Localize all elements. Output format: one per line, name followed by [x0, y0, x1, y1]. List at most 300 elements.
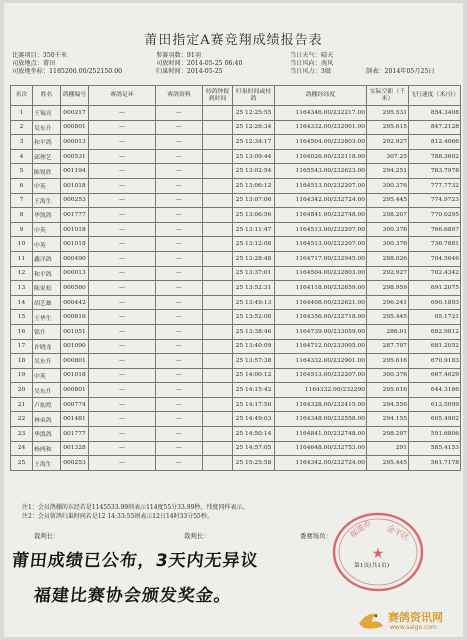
- table-cell: [203, 178, 233, 193]
- table-row: [11, 339, 461, 354]
- table-row: [11, 251, 461, 266]
- table-cell: 295.445: [367, 193, 409, 208]
- table-row: [11, 266, 461, 281]
- table-cell: 294.251: [367, 164, 409, 179]
- table-cell: [203, 266, 233, 281]
- table-cell: 8: [11, 208, 33, 223]
- table-cell: 和平鸽: [33, 135, 61, 150]
- table-cell: 20: [11, 383, 33, 398]
- table-cell: 25 14:15:42: [233, 383, 275, 398]
- table-row: [11, 164, 461, 179]
- table-cell: [203, 397, 233, 412]
- table-cell: 001194: [61, 164, 89, 179]
- table-cell: 24: [11, 441, 33, 456]
- table-cell: —: [89, 251, 156, 266]
- table-cell: 292.927: [367, 135, 409, 150]
- table-cell: —: [156, 106, 203, 121]
- table-cell: 25 13:11:47: [233, 222, 275, 237]
- table-cell: 许晓龙: [33, 339, 61, 354]
- table-cell: —: [156, 295, 203, 310]
- column-header: 归巢时间或持鸽: [233, 86, 275, 106]
- wind-direction: 当日风向：南风: [290, 60, 334, 67]
- table-cell: [203, 295, 233, 310]
- table-cell: 华凯鸽: [33, 427, 61, 442]
- table-cell: 298.959: [367, 281, 409, 296]
- table-cell: —: [156, 456, 203, 471]
- table-body: [11, 106, 461, 471]
- table-cell: 25 14:00:12: [233, 368, 275, 383]
- table-cell: —: [89, 281, 156, 296]
- table-cell: [203, 368, 233, 383]
- pigeon-logo-icon: [356, 606, 386, 634]
- table-cell: 陈锐欣: [33, 164, 61, 179]
- table-cell: 783.7978: [409, 164, 461, 179]
- table-cell: 1164346.00/232217.00: [275, 106, 367, 121]
- table-cell: 1164513.00/232207.00: [275, 178, 367, 193]
- table-cell: [203, 251, 233, 266]
- table-cell: 854.3408: [409, 106, 461, 121]
- table-row: [11, 149, 461, 164]
- table-cell: [203, 149, 233, 164]
- table-cell: 847.2128: [409, 120, 461, 135]
- table-cell: —: [156, 208, 203, 223]
- table-cell: 1164648.00/232753.00: [275, 441, 367, 456]
- table-cell: 612.5099: [409, 397, 461, 412]
- table-cell: 25 13:40:09: [233, 339, 275, 354]
- table-cell: 670.9183: [409, 354, 461, 369]
- table-cell: 25 14:17:50: [233, 397, 275, 412]
- table-cell: 000816: [61, 310, 89, 325]
- note-2: 注2：会员留鸽归巢时间若是12 14:33:55则表示12日14时33分55秒。: [22, 512, 213, 520]
- table-cell: 1164717.00/232945.00: [275, 251, 367, 266]
- table-cell: 681.2052: [409, 339, 461, 354]
- table-cell: —: [156, 427, 203, 442]
- svg-text:金平区: 金平区: [385, 523, 411, 542]
- table-cell: —: [89, 427, 156, 442]
- table-cell: [203, 441, 233, 456]
- table-cell: 001777: [61, 427, 89, 442]
- table-row: [11, 135, 461, 150]
- table-cell: 邱理艺: [33, 149, 61, 164]
- table-cell: 3: [11, 135, 33, 150]
- table-cell: 777.7732: [409, 178, 461, 193]
- table-row: [11, 193, 461, 208]
- table-cell: —: [89, 164, 156, 179]
- table-cell: 25 13:06:56: [233, 208, 275, 223]
- meta-right: [290, 52, 333, 76]
- table-cell: 11: [11, 251, 33, 266]
- table-cell: —: [156, 339, 203, 354]
- table-cell: —: [89, 368, 156, 383]
- table-cell: 295.445: [367, 456, 409, 471]
- column-header: 名次: [11, 86, 33, 106]
- table-cell: 25 13:02:54: [233, 164, 275, 179]
- table-cell: 001018: [61, 222, 89, 237]
- page-number: 第1页(共1页): [354, 563, 390, 569]
- meta-mid: [156, 52, 242, 76]
- table-cell: 691.2075: [409, 281, 461, 296]
- judge2-label: 裁判长：: [184, 532, 210, 540]
- table-cell: 000531: [61, 149, 89, 164]
- table-cell: 陈家松: [33, 281, 61, 296]
- table-cell: —: [156, 149, 203, 164]
- table-cell: —: [89, 266, 156, 281]
- weather: 当日天气：晴天: [290, 52, 334, 59]
- table-header-row: [11, 86, 461, 106]
- table-cell: [203, 120, 233, 135]
- table-cell: [203, 339, 233, 354]
- table-cell: —: [156, 251, 203, 266]
- wind-force: 当日风力：3级: [290, 68, 332, 75]
- column-header: 鸽棚编号: [61, 86, 89, 106]
- table-row: [11, 383, 461, 398]
- table-cell: 1164841.00/232748.00: [275, 208, 367, 223]
- table-cell: 001328: [61, 441, 89, 456]
- table-cell: 1164513.00/232207.00: [275, 368, 367, 383]
- table-row: [11, 281, 461, 296]
- table-cell: [203, 310, 233, 325]
- table-cell: 000013: [61, 266, 89, 281]
- table-cell: 25: [11, 456, 33, 471]
- table-row: [11, 412, 461, 427]
- table-cell: 25 13:09:44: [233, 149, 275, 164]
- table-cell: 605.4902: [409, 412, 461, 427]
- table-cell: 307.25: [367, 149, 409, 164]
- table-cell: 788.3602: [409, 149, 461, 164]
- table-cell: 1164408.00/232621.00: [275, 295, 367, 310]
- release-time: 司放时间：2014-05-25 06:40: [156, 60, 243, 67]
- table-cell: 295.615: [367, 120, 409, 135]
- table-cell: [203, 281, 233, 296]
- table-cell: 25 13:12:08: [233, 237, 275, 252]
- table-cell: —: [89, 310, 156, 325]
- table-cell: 21: [11, 397, 33, 412]
- table-cell: [203, 427, 233, 442]
- table-cell: [203, 354, 233, 369]
- table-cell: 7: [11, 193, 33, 208]
- table-cell: 295.445: [367, 310, 409, 325]
- table-cell: 561.7178: [409, 456, 461, 471]
- table-cell: [203, 193, 233, 208]
- table-cell: —: [156, 383, 203, 398]
- svg-text:★: ★: [371, 546, 385, 562]
- table-cell: 001018: [61, 368, 89, 383]
- table-cell: 25 13:28:48: [233, 251, 275, 266]
- table-cell: 王华生: [33, 310, 61, 325]
- table-cell: 25 13:07:06: [233, 193, 275, 208]
- column-header: 实际空距（千米）: [367, 86, 409, 106]
- table-cell: 812.4066: [409, 135, 461, 150]
- table-cell: —: [156, 222, 203, 237]
- table-row: [11, 427, 461, 442]
- table-cell: 19: [11, 368, 33, 383]
- table-cell: 9: [11, 222, 33, 237]
- table-cell: 中英: [33, 237, 61, 252]
- table-cell: 吴东升: [33, 120, 61, 135]
- table-cell: 001018: [61, 178, 89, 193]
- table-cell: 25 12:26:34: [233, 120, 275, 135]
- table-cell: 25 13:37:01: [233, 266, 275, 281]
- table-cell: —: [89, 149, 156, 164]
- watermark-name: 赛鸽资讯网: [388, 611, 443, 624]
- table-cell: —: [156, 164, 203, 179]
- table-cell: 298.207: [367, 427, 409, 442]
- committee-label: 委赛场负：: [300, 532, 332, 540]
- judge-label: 裁判长：: [34, 532, 60, 540]
- table-cell: 001777: [61, 208, 89, 223]
- table-cell: 6: [11, 178, 33, 193]
- entry-count: 参赛羽数：91羽: [156, 52, 201, 59]
- table-cell: 12: [11, 266, 33, 281]
- table-cell: 25 12:25:55: [233, 106, 275, 121]
- table-cell: 000560: [61, 281, 89, 296]
- table-cell: —: [89, 120, 156, 135]
- table-cell: 300.376: [367, 237, 409, 252]
- table-cell: —: [89, 135, 156, 150]
- table-cell: 1164328.00/232415.00: [275, 397, 367, 412]
- table-row: [11, 106, 461, 121]
- table-cell: 000490: [61, 251, 89, 266]
- table-cell: 1164342.00/232724.00: [275, 193, 367, 208]
- table-cell: 766.6897: [409, 222, 461, 237]
- table-row: [11, 354, 461, 369]
- table-cell: 1164513.00/232207.00: [275, 222, 367, 237]
- table-cell: —: [156, 368, 203, 383]
- table-cell: 10: [11, 237, 33, 252]
- table-cell: —: [89, 397, 156, 412]
- table-row: [11, 178, 461, 193]
- table-cell: [203, 208, 233, 223]
- table-row: [11, 441, 461, 456]
- table-cell: 1164504.00/232803.00: [275, 135, 367, 150]
- column-header: 鸽棚经纬度: [275, 86, 367, 106]
- table-cell: —: [156, 193, 203, 208]
- table-cell: 1165543.00/232623.00: [275, 164, 367, 179]
- results-table: [10, 85, 461, 471]
- table-cell: 1: [11, 106, 33, 121]
- report-date: 制表：2014年05月25日: [366, 68, 435, 75]
- table-cell: 15: [11, 310, 33, 325]
- table-cell: 25 15:25:58: [233, 456, 275, 471]
- table-cell: 000774: [61, 397, 89, 412]
- table-cell: 001018: [61, 237, 89, 252]
- table-cell: —: [156, 354, 203, 369]
- table-cell: 王海生: [33, 456, 61, 471]
- table-cell: 291: [367, 441, 409, 456]
- table-cell: —: [156, 120, 203, 135]
- table-cell: 林弟鸽: [33, 412, 61, 427]
- table-cell: 王锡亮: [33, 106, 61, 121]
- table-cell: 1164348.00/232558.00: [275, 412, 367, 427]
- table-cell: 736.7881: [409, 237, 461, 252]
- table-cell: 1164342.00/232724.00: [275, 456, 367, 471]
- table-cell: 300.376: [367, 368, 409, 383]
- table-cell: 13: [11, 281, 33, 296]
- table-cell: 25 13:57:38: [233, 354, 275, 369]
- table-cell: 25 12:34:17: [233, 135, 275, 150]
- table-row: [11, 120, 461, 135]
- table-cell: 690.1893: [409, 295, 461, 310]
- table-row: [11, 310, 461, 325]
- table-cell: [203, 383, 233, 398]
- table-cell: —: [89, 456, 156, 471]
- table-cell: [203, 164, 233, 179]
- table-cell: 17: [11, 339, 33, 354]
- table-cell: 770.0295: [409, 208, 461, 223]
- table-cell: 4: [11, 149, 33, 164]
- table-cell: 1164026.00/232118.00: [275, 149, 367, 164]
- column-header: 持鸽钟报到时间: [203, 86, 233, 106]
- table-cell: [203, 237, 233, 252]
- table-cell: [203, 412, 233, 427]
- table-cell: 000442: [61, 295, 89, 310]
- table-cell: —: [89, 237, 156, 252]
- table-cell: 704.5646: [409, 251, 461, 266]
- table-cell: 1164841.00/232748.00: [275, 427, 367, 442]
- table-cell: —: [156, 135, 203, 150]
- table-cell: —: [156, 266, 203, 281]
- table-cell: 2: [11, 120, 33, 135]
- table-cell: 吴东升: [33, 383, 61, 398]
- table-cell: —: [89, 339, 156, 354]
- table-cell: 和平鸽: [33, 266, 61, 281]
- table-cell: —: [89, 295, 156, 310]
- table-cell: 000253: [61, 193, 89, 208]
- table-cell: 16: [11, 324, 33, 339]
- table-cell: 288.026: [367, 251, 409, 266]
- report-sheet: [4, 3, 463, 637]
- table-cell: —: [156, 397, 203, 412]
- meta-left: [12, 52, 122, 76]
- table-cell: 000801: [61, 120, 89, 135]
- table-cell: 000253: [61, 456, 89, 471]
- table-cell: 中英: [33, 178, 61, 193]
- table-row: [11, 397, 461, 412]
- table-cell: 华凯鸽: [33, 208, 61, 223]
- table-cell: 644.3186: [409, 383, 461, 398]
- svg-text:福清市: 福清市: [347, 518, 373, 540]
- table-cell: 王海生: [33, 193, 61, 208]
- table-cell: —: [89, 193, 156, 208]
- table-row: [11, 456, 461, 471]
- column-header: 姓名: [33, 86, 61, 106]
- official-seal-icon: [322, 508, 432, 596]
- table-cell: [203, 222, 233, 237]
- table-cell: 000217: [61, 106, 89, 121]
- table-cell: 702.4342: [409, 266, 461, 281]
- table-cell: [203, 456, 233, 471]
- table-cell: 18: [11, 354, 33, 369]
- race-item: 比赛项目：350千米: [12, 52, 68, 59]
- table-cell: 774.9723: [409, 193, 461, 208]
- table-cell: 1164712.00/233005.00: [275, 339, 367, 354]
- table-cell: 001051: [61, 324, 89, 339]
- table-cell: 000801: [61, 354, 89, 369]
- table-row: [11, 324, 461, 339]
- table-cell: 287.707: [367, 339, 409, 354]
- table-cell: 中英: [33, 222, 61, 237]
- table-cell: —: [89, 441, 156, 456]
- table-cell: 1164513.00/232207.00: [275, 237, 367, 252]
- table-row: [11, 368, 461, 383]
- table-cell: —: [89, 354, 156, 369]
- table-cell: 卢灿煌: [33, 397, 61, 412]
- table-cell: 25 13:06:12: [233, 178, 275, 193]
- release-coord: 司放地坐标：1185206.00/252150.00: [12, 68, 123, 75]
- table-cell: 001090: [61, 339, 89, 354]
- table-cell: —: [89, 324, 156, 339]
- table-cell: 胡艺雄: [33, 295, 61, 310]
- table-cell: 591.6806: [409, 427, 461, 442]
- table-cell: —: [89, 383, 156, 398]
- table-cell: —: [156, 412, 203, 427]
- table-cell: 295.616: [367, 383, 409, 398]
- table-cell: 294.155: [367, 412, 409, 427]
- table-cell: 25 14:57:05: [233, 441, 275, 456]
- table-cell: 25 14:50:14: [233, 427, 275, 442]
- table-cell: —: [156, 310, 203, 325]
- table-cell: 25 14:49:03: [233, 412, 275, 427]
- table-cell: 292.927: [367, 266, 409, 281]
- table-cell: 286.01: [367, 324, 409, 339]
- table-cell: 1164356.00/232718.00: [275, 310, 367, 325]
- table-cell: —: [89, 222, 156, 237]
- table-cell: 296.241: [367, 295, 409, 310]
- note-1: 注1：会员鸽棚的东经若是1145533.99则表示114度55分33.99秒，纬度同样表示。: [22, 504, 249, 511]
- table-cell: —: [89, 412, 156, 427]
- table-cell: [203, 135, 233, 150]
- table-cell: 25 13:38:46: [233, 324, 275, 339]
- table-cell: —: [89, 208, 156, 223]
- table-row: [11, 237, 461, 252]
- table-cell: 22: [11, 412, 33, 427]
- table-cell: 1164118.00/232659.00: [275, 281, 367, 296]
- table-cell: 000013: [61, 135, 89, 150]
- table-cell: 25 13:52:08: [233, 310, 275, 325]
- column-header: 飞行速度（米/分）: [409, 86, 461, 106]
- report-title: 莆田指定A赛竞翔成绩报告表: [144, 33, 323, 48]
- table-cell: 000801: [61, 383, 89, 398]
- table-cell: 295.616: [367, 354, 409, 369]
- watermark-url: www.saige.com: [390, 624, 437, 631]
- watermark-logo: [356, 606, 464, 636]
- table-cell: 吴东升: [33, 354, 61, 369]
- table-cell: 295.531: [367, 106, 409, 121]
- table-cell: 001481: [61, 412, 89, 427]
- handwritten-line-1: 莆田成绩已公布，3天内无异议: [10, 551, 260, 571]
- column-header: 赛鸽资料: [156, 86, 203, 106]
- handwritten-line-2: 福建比赛协会颁发奖金。: [32, 586, 233, 606]
- footnotes: [22, 504, 248, 521]
- table-cell: 300.376: [367, 222, 409, 237]
- table-cell: [203, 106, 233, 121]
- table-cell: —: [156, 178, 203, 193]
- return-time: 归巢时间：2014-05-25: [156, 68, 223, 75]
- table-cell: 294.556: [367, 397, 409, 412]
- table-cell: 25 13:52:31: [233, 281, 275, 296]
- table-row: [11, 222, 461, 237]
- table-cell: 667.4029: [409, 368, 461, 383]
- table-cell: —: [156, 441, 203, 456]
- table-row: [11, 208, 461, 223]
- table-row: [11, 295, 461, 310]
- table-cell: 中英: [33, 368, 61, 383]
- table-cell: 682.9812: [409, 324, 461, 339]
- table-cell: 05.1721: [409, 310, 461, 325]
- table-cell: 5: [11, 164, 33, 179]
- table-cell: 1164332.00/232901.00: [275, 120, 367, 135]
- table-cell: —: [89, 178, 156, 193]
